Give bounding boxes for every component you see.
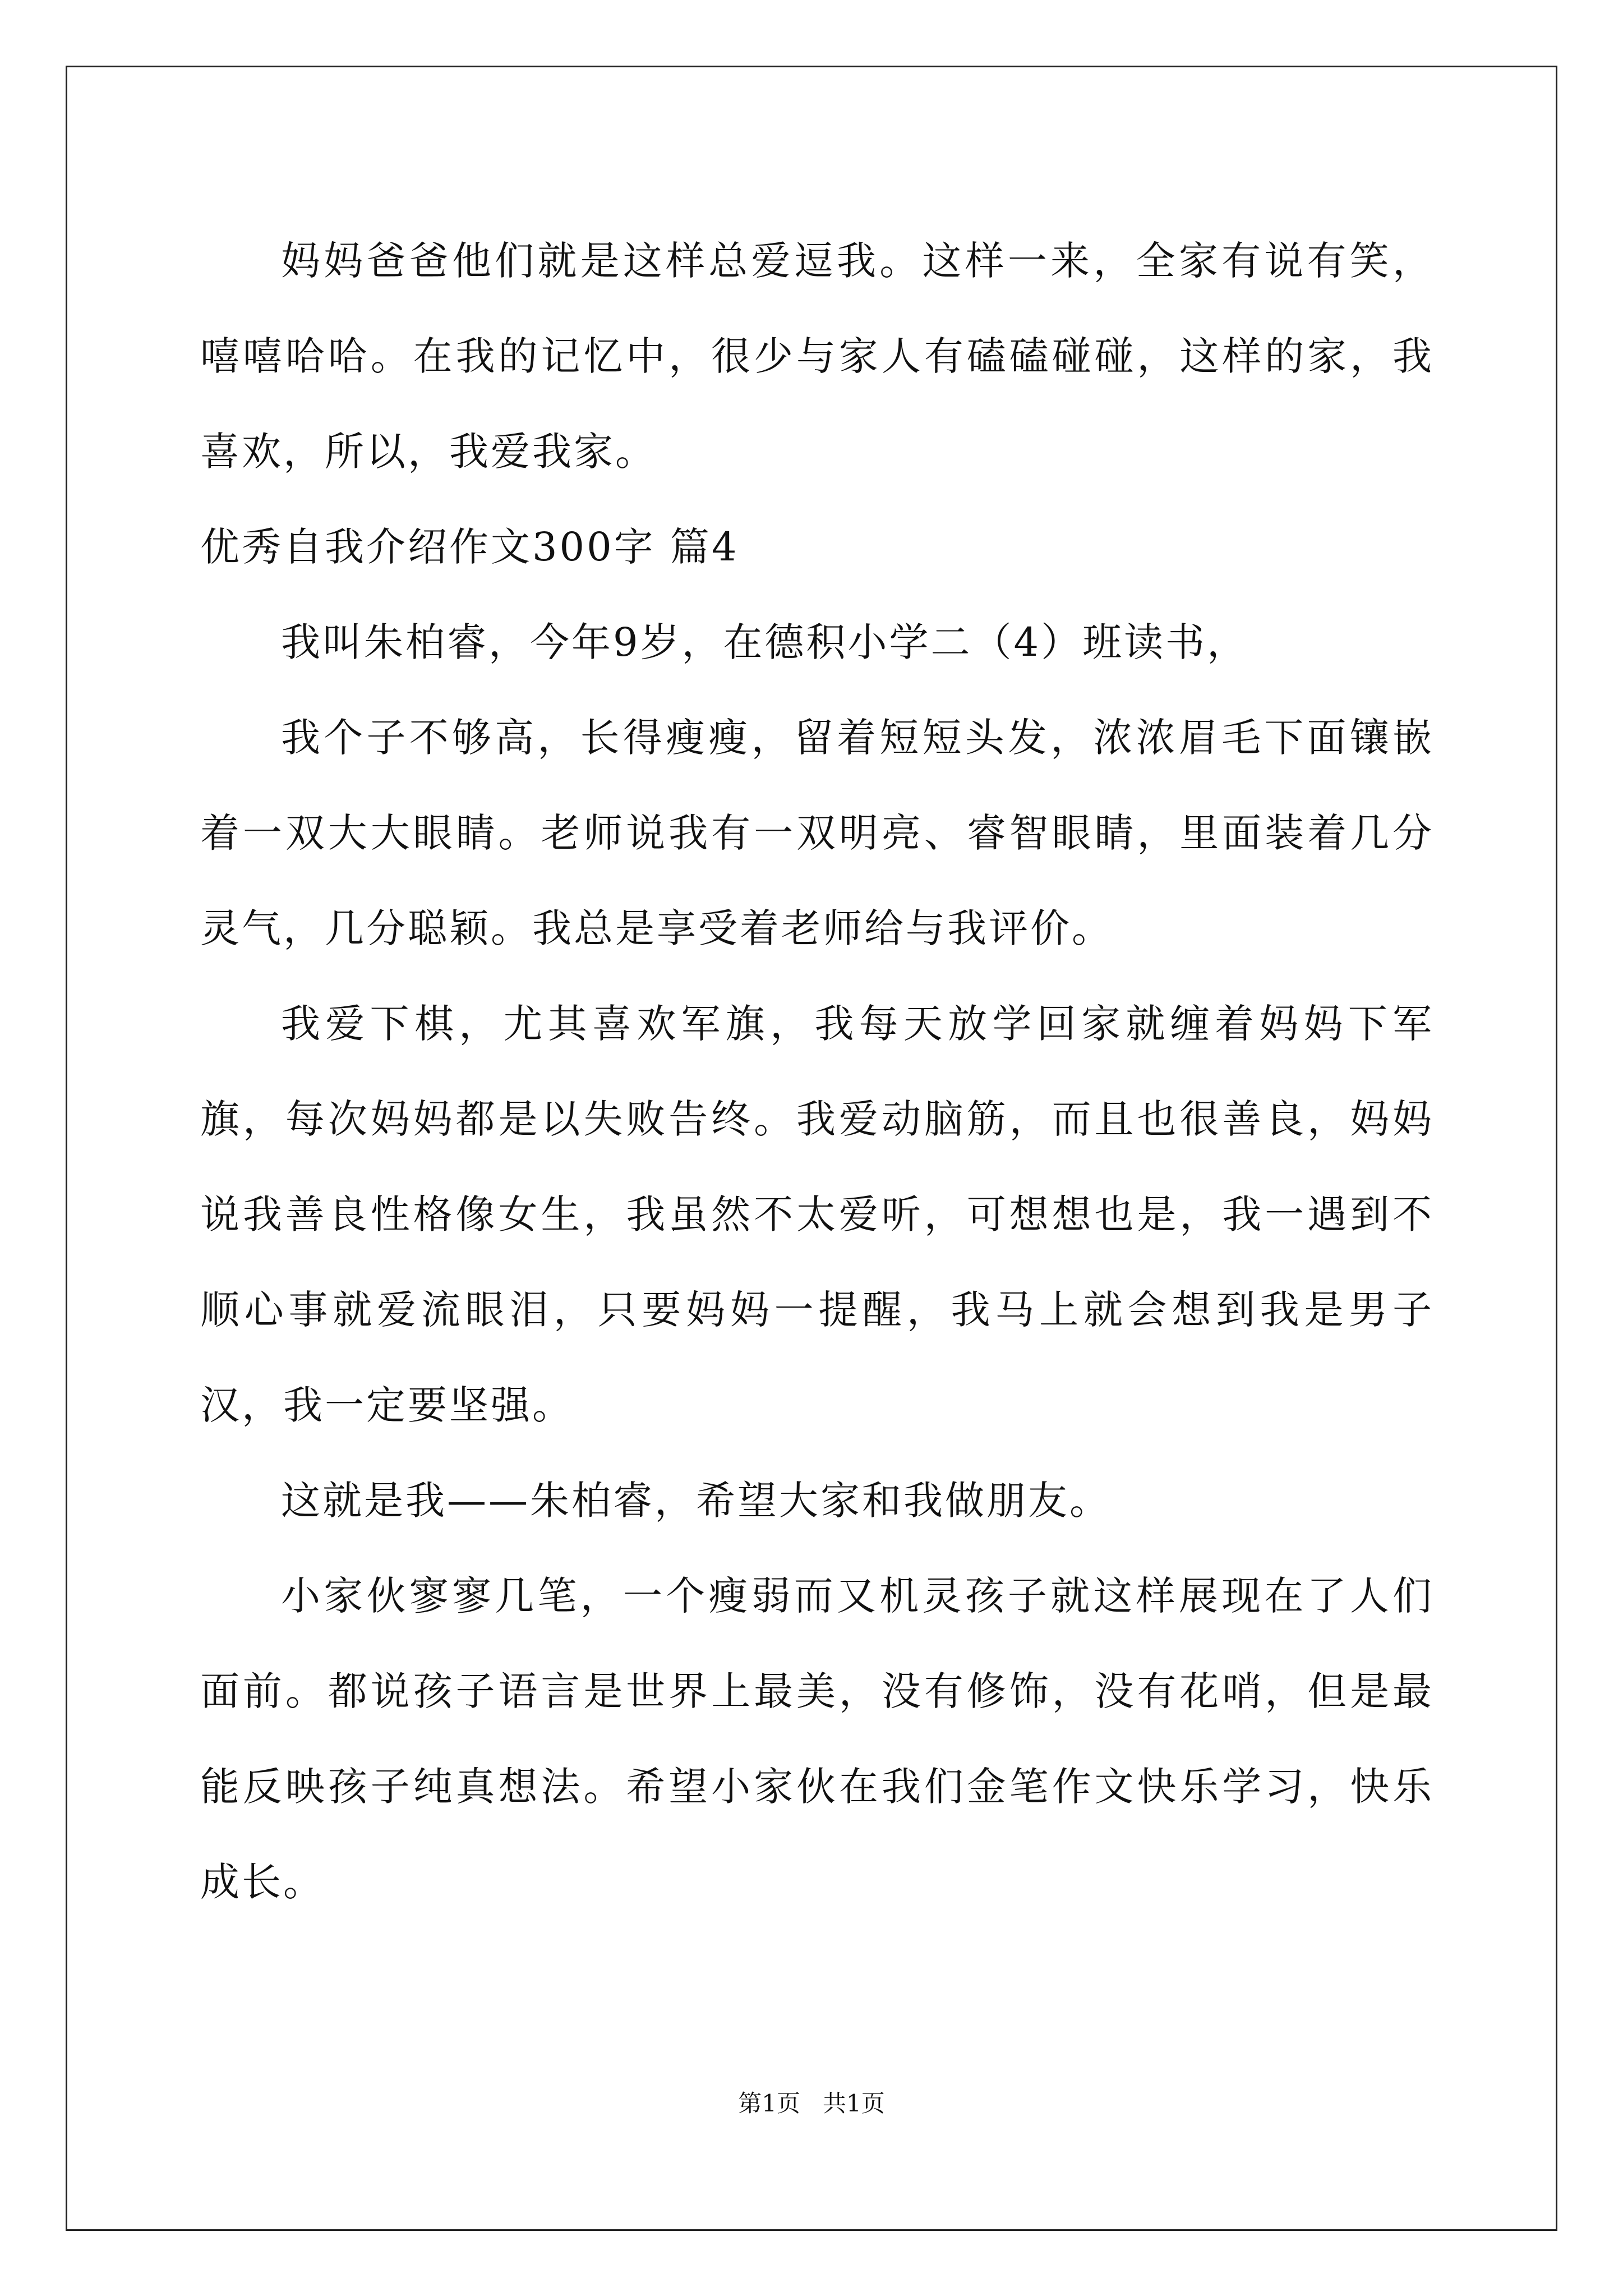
document-body <box>200 213 1434 1930</box>
paragraph: 这就是我——朱柏睿，希望大家和我做朋友。 <box>281 1478 1111 1524</box>
paragraph: 我爱下棋，尤其喜欢军旗，我每天放学回家就缠着妈妈下军旗，每次妈妈都是以失败告终。我爱动脑筋，而且也很善良，妈妈说我善良性格像女生，我虽然不太爱听，可想想也是，我一遇到不顺心事就爱流眼泪，只要妈妈一提醒，我马上就会想到我是男子汉，我一定要坚强。 <box>200 1001 1434 1428</box>
section-heading: 优秀自我介绍作文300字 篇4 <box>200 524 739 570</box>
paragraph: 我个子不够高，长得瘦瘦，留着短短头发，浓浓眉毛下面镶嵌着一双大大眼睛。老师说我有一双明亮、睿智眼睛，里面装着几分灵气，几分聪颖。我总是享受着老师给与我评价。 <box>200 715 1434 951</box>
paragraph: 小家伙寥寥几笔，一个瘦弱而又机灵孩子就这样展现在了人们面前。都说孩子语言是世界上最美，没有修饰，没有花哨，但是最能反映孩子纯真想法。希望小家伙在我们金笔作文快乐学习，快乐成长。 <box>200 1573 1434 1905</box>
page-number: 第1页 <box>738 2090 800 2117</box>
page-total: 共1页 <box>823 2090 885 2117</box>
paragraph: 妈妈爸爸他们就是这样总爱逗我。这样一来，全家有说有笑，嘻嘻哈哈。在我的记忆中，很少与家人有磕磕碰碰，这样的家，我喜欢，所以，我爱我家。 <box>200 238 1434 475</box>
paragraph: 我叫朱柏睿，今年9岁，在德积小学二（4）班读书， <box>281 619 1249 665</box>
page-footer <box>0 2087 1623 2120</box>
